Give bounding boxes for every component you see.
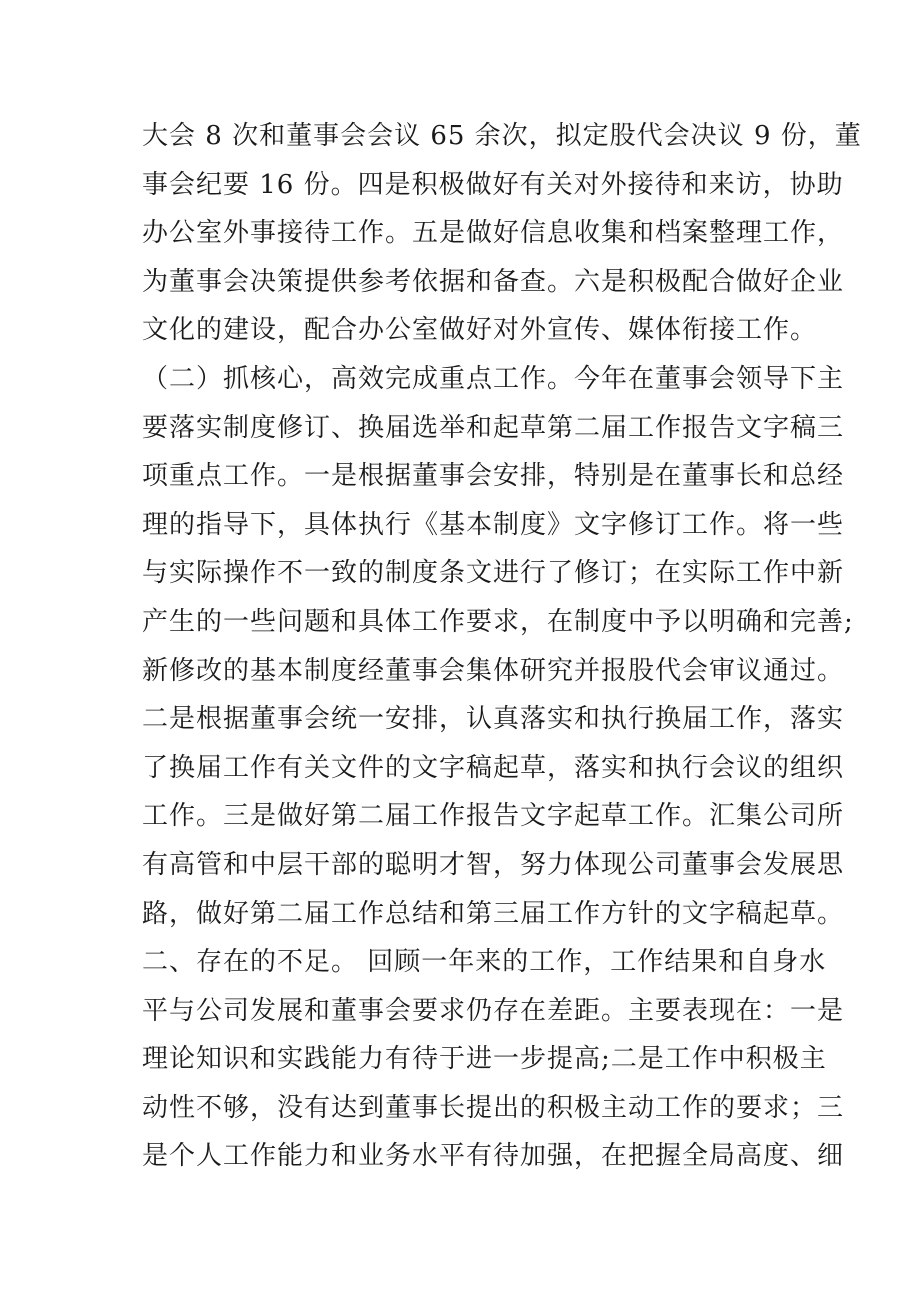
text-line: （二）抓核心，高效完成重点工作。今年在董事会领导下主 bbox=[142, 363, 845, 394]
text-line: 产生的一些问题和具体工作要求，在制度中予以明确和完善; bbox=[142, 606, 854, 637]
text-line: 为董事会决策提供参考依据和备查。六是积极配合做好企业 bbox=[142, 266, 845, 297]
text-line: 理的指导下，具体执行《基本制度》文字修订工作。将一些 bbox=[142, 509, 845, 540]
text-line: 项重点工作。一是根据董事会安排，特别是在董事长和总经 bbox=[142, 461, 845, 492]
text-line: 二是根据董事会统一安排，认真落实和执行换届工作，落实 bbox=[142, 704, 845, 735]
text-line: 大会 8 次和董事会会议 65 余次，拟定股代会决议 9 份，董 bbox=[142, 121, 862, 151]
text-line: 文化的建设，配合办公室做好对外宣传、媒体衔接工作。 bbox=[142, 315, 818, 346]
text-line: 与实际操作不一致的制度条文进行了修订；在实际工作中新 bbox=[142, 558, 845, 589]
text-line: 新修改的基本制度经董事会集体研究并报股代会审议通过。 bbox=[142, 655, 845, 686]
text-line: 事会纪要 16 份。四是积极做好有关对外接待和来访，协助 bbox=[142, 169, 844, 200]
text-line: 工作。三是做好第二届工作报告文字起草工作。汇集公司所 bbox=[142, 801, 845, 832]
text-line: 平与公司发展和董事会要求仍存在差距。主要表现在：一是 bbox=[142, 995, 845, 1026]
text-line: 二、存在的不足。 回顾一年来的工作，工作结果和自身水 bbox=[142, 947, 827, 978]
text-line: 要落实制度修订、换届选举和起草第二届工作报告文字稿三 bbox=[142, 412, 845, 443]
text-line: 动性不够，没有达到董事长提出的积极主动工作的要求；三 bbox=[142, 1092, 845, 1123]
text-line: 了换届工作有关文件的文字稿起草，落实和执行会议的组织 bbox=[142, 752, 845, 783]
text-line: 理论知识和实践能力有待于进一步提高;二是工作中积极主 bbox=[142, 1044, 827, 1075]
text-line: 办公室外事接待工作。五是做好信息收集和档案整理工作， bbox=[142, 218, 845, 249]
body-text bbox=[142, 112, 862, 1181]
text-line: 路，做好第二届工作总结和第三届工作方针的文字稿起草。 bbox=[142, 898, 845, 929]
text-line: 有高管和中层干部的聪明才智，努力体现公司董事会发展思 bbox=[142, 849, 845, 880]
text-line: 是个人工作能力和业务水平有待加强，在把握全局高度、细 bbox=[142, 1141, 845, 1172]
